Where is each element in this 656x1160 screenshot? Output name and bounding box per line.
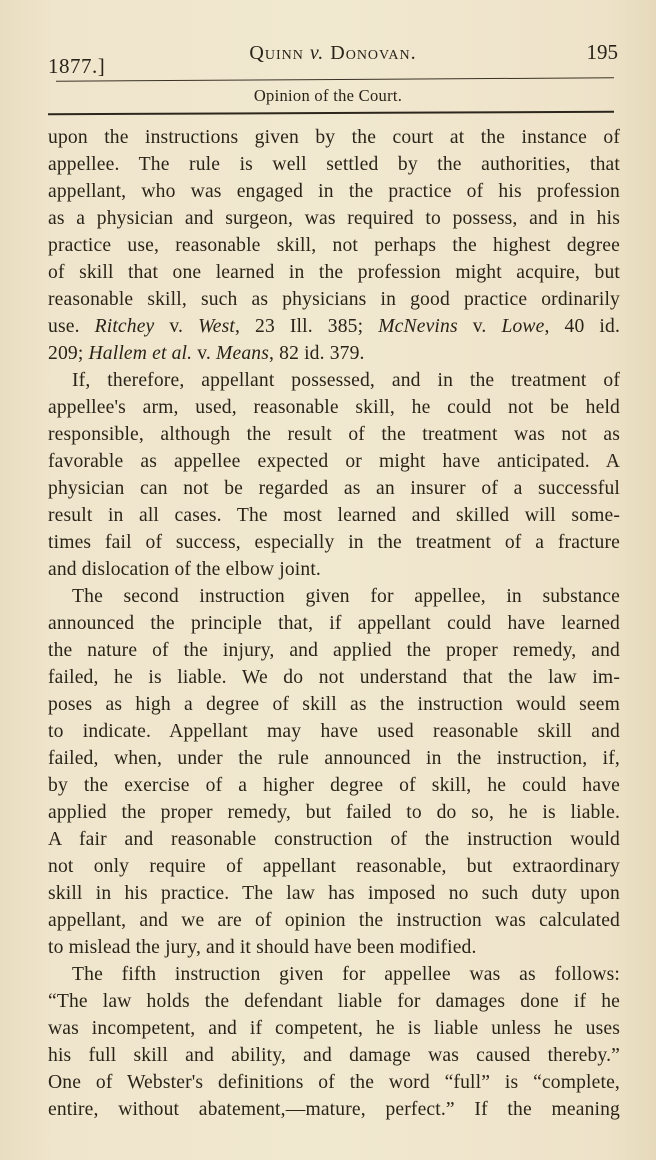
- text-line: not only require of appellant reasonable, but extraordinary: [48, 856, 620, 877]
- text-line: and dislocation of the elbow joint.: [48, 559, 321, 580]
- header-rule-thin: [56, 77, 614, 81]
- text-line: his full skill and ability, and damage was caused thereby.”: [48, 1045, 620, 1066]
- text-line: was incompetent, and if competent, he is liable unless he uses: [48, 1018, 620, 1039]
- text-line: to mislead the jury, and it should have been modified.: [48, 937, 477, 958]
- text-line: poses as high a degree of skill as the instruction would seem: [48, 694, 620, 715]
- text-line: times fail of success, especially in the treatment of a fracture: [48, 532, 620, 553]
- text-line: failed, when, under the rule announced in the instruction, if,: [48, 748, 620, 769]
- text-line: 209; Hallem et al. v. Means, 82 id. 379.: [48, 343, 365, 364]
- text-line: The fifth instruction given for appellee was as follows:: [72, 964, 620, 985]
- running-head: [48, 40, 618, 78]
- text-line: responsible, although the result of the treatment was not as: [48, 424, 620, 445]
- text-line: physician can not be regarded as an insurer of a successful: [48, 478, 620, 499]
- text-line: the nature of the injury, and applied the proper remedy, and: [48, 640, 620, 661]
- text-line: reasonable skill, such as physicians in good practice ordinarily: [48, 289, 620, 310]
- text-line: appellee. The rule is well settled by the authorities, that: [48, 154, 620, 175]
- text-line: One of Webster's definitions of the word “full” is “complete,: [48, 1072, 620, 1093]
- running-head-title: [48, 42, 618, 65]
- text-line: favorable as appellee expected or might have anticipated. A: [48, 451, 620, 472]
- text-line: “The law holds the defendant liable for damages done if he: [48, 991, 620, 1012]
- text-line: applied the proper remedy, but failed to do so, he is liable.: [48, 802, 620, 823]
- text-line: skill in his practice. The law has imposed no such duty upon: [48, 883, 620, 904]
- text-line: announced the principle that, if appellant could have learned: [48, 613, 620, 634]
- case-party-second: Donovan.: [330, 42, 417, 64]
- text-line: practice use, reasonable skill, not perhaps the highest degree: [48, 235, 620, 256]
- text-line: failed, he is liable. We do not understand that the law im-: [48, 667, 620, 688]
- text-line: result in all cases. The most learned and skilled will some-: [48, 505, 620, 526]
- running-head-year: 1877.]: [48, 54, 106, 78]
- text-line: The second instruction given for appellee, in substance: [72, 586, 620, 607]
- case-versus: v.: [309, 42, 325, 64]
- text-line: appellee's arm, used, reasonable skill, he could not be held: [48, 397, 620, 418]
- text-line: to indicate. Appellant may have used reasonable skill and: [48, 721, 620, 742]
- text-line: as a physician and surgeon, was required to possess, and in his: [48, 208, 620, 229]
- text-line: use. Ritchey v. West, 23 Ill. 385; McNevins v. Lowe, 40 id.: [48, 316, 620, 337]
- text-line: entire, without abatement,—mature, perfect.” If the meaning: [48, 1099, 620, 1120]
- opinion-body-text: [48, 124, 620, 1123]
- text-line: A fair and reasonable construction of the instruction would: [48, 829, 620, 850]
- text-line: If, therefore, appellant possessed, and in the treatment of: [72, 370, 620, 391]
- text-line: upon the instructions given by the court at the instance of: [48, 127, 620, 148]
- page-number: 195: [586, 40, 618, 64]
- case-party-first: Quinn: [249, 42, 304, 64]
- text-line: appellant, and we are of opinion the instruction was calculated: [48, 910, 620, 931]
- header-rule-thick: [48, 111, 614, 115]
- text-line: of skill that one learned in the profession might acquire, but: [48, 262, 620, 283]
- text-line: appellant, who was engaged in the practice of his profession: [48, 181, 620, 202]
- text-line: by the exercise of a higher degree of skill, he could have: [48, 775, 620, 796]
- section-heading: Opinion of the Court.: [253, 86, 403, 105]
